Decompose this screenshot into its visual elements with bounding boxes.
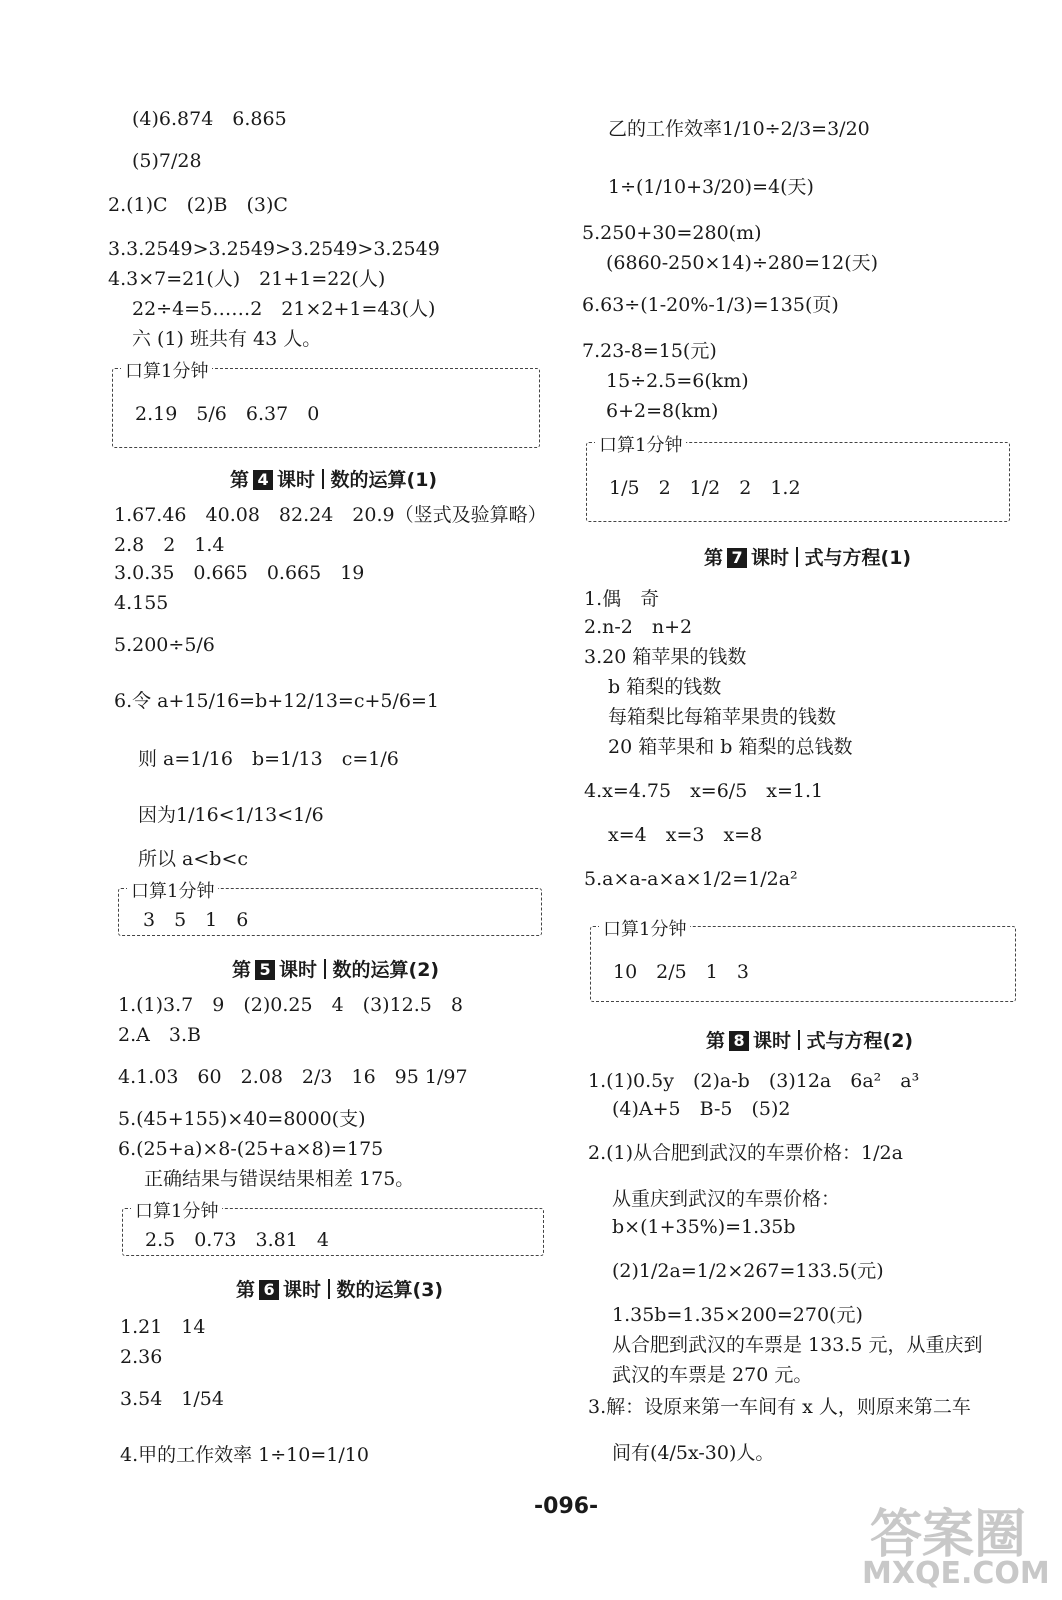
- mental-math-box: [590, 919, 1016, 1002]
- mental-math-box: [586, 435, 1010, 522]
- answer-line: 所以 a<b<c: [138, 848, 249, 870]
- answer-line: 7.23-8=15(元): [582, 340, 717, 362]
- answer-line: 武汉的车票是 270 元。: [612, 1364, 813, 1386]
- box-content: 2.5 0.73 3.81 4: [145, 1229, 329, 1251]
- answer-line: 1.(1)3.7 9 (2)0.25 4 (3)12.5 8: [118, 994, 463, 1016]
- answer-line: (4)A+5 B-5 (5)2: [612, 1098, 791, 1120]
- answer-line: 4.x=4.75 x=6/5 x=1.1: [584, 780, 824, 802]
- divider: [324, 959, 326, 979]
- box-title: 口算1分钟: [127, 877, 218, 903]
- answer-line: 乙的工作效率1/10÷2/3=3/20: [608, 118, 870, 140]
- mental-math-box: [112, 361, 540, 448]
- watermark-url: MXQE.COM: [862, 1556, 1050, 1591]
- section-heading: 第 8 课时 式与方程(2): [706, 1030, 914, 1052]
- answer-line: 正确结果与错误结果相差 175。: [144, 1168, 415, 1190]
- answer-line: 2.(1)从合肥到武汉的车票价格：1/2a: [588, 1142, 903, 1164]
- divider: [322, 469, 324, 489]
- answer-line: 3.54 1/54: [120, 1388, 224, 1410]
- answer-line: 3.解：设原来第一车间有 x 人，则原来第二车: [588, 1396, 971, 1418]
- answer-line: 4.3×7=21(人) 21+1=22(人): [108, 268, 386, 290]
- answer-line: 1÷(1/10+3/20)=4(天): [608, 176, 814, 198]
- lesson-number-badge: 5: [255, 960, 275, 980]
- answer-line: 6+2=8(km): [606, 400, 719, 422]
- box-title: 口算1分钟: [131, 1197, 222, 1223]
- answer-line: 15÷2.5=6(km): [606, 370, 749, 392]
- answer-line: 六 (1) 班共有 43 人。: [132, 328, 322, 350]
- section-heading: 第 5 课时 数的运算(2): [232, 959, 440, 981]
- answer-line: 22÷4=5……2 21×2+1=43(人): [132, 298, 436, 320]
- box-content: 1/5 2 1/2 2 1.2: [609, 477, 801, 499]
- answer-line: 2.n-2 n+2: [584, 616, 693, 638]
- answer-line: x=4 x=3 x=8: [608, 824, 763, 846]
- lesson-number-badge: 4: [253, 470, 273, 490]
- divider: [796, 547, 798, 567]
- answer-line: 4.1.03 60 2.08 2/3 16 95 1/97: [118, 1066, 468, 1088]
- answer-line: 20 箱苹果和 b 箱梨的总钱数: [608, 736, 853, 758]
- answer-line: 5.a×a-a×a×1/2=1/2a²: [584, 868, 798, 890]
- box-content: 3 5 1 6: [143, 909, 249, 931]
- answer-line: 1.67.46 40.08 82.24 20.9（竖式及验算略）: [114, 504, 547, 526]
- box-title: 口算1分钟: [595, 431, 686, 457]
- answer-line: 因为1/16<1/13<1/6: [138, 804, 324, 826]
- answer-line: 间有(4/5x-30)人。: [612, 1442, 775, 1464]
- section-heading: 第 6 课时 数的运算(3): [236, 1279, 444, 1301]
- answer-line: 2.36: [120, 1346, 163, 1368]
- answer-line: 6.63÷(1-20%-1/3)=135(页): [582, 294, 839, 316]
- section-title: 式与方程(2): [806, 1030, 914, 1052]
- section-title: 数的运算(1): [330, 469, 438, 491]
- answer-line: (6860-250×14)÷280=12(天): [606, 252, 879, 274]
- answer-line: 1.35b=1.35×200=270(元): [612, 1304, 863, 1326]
- answer-line: 3.3.2549̇>3.25̇49̇>3.254̇9̇>3.2̇549̇: [108, 238, 440, 260]
- box-title: 口算1分钟: [599, 915, 690, 941]
- answer-line: (4)6.874 6.865: [132, 108, 287, 130]
- box-content: 2.19 5/6 6.37 0: [135, 403, 320, 425]
- answer-line: 每箱梨比每箱苹果贵的钱数: [608, 706, 837, 728]
- answer-line: 6.令 a+15/16=b+12/13=c+5/6=1: [114, 690, 439, 712]
- section-heading: 第 4 课时 数的运算(1): [230, 469, 438, 491]
- section-heading: 第 7 课时 式与方程(1): [704, 547, 912, 569]
- answer-line: b×(1+35%)=1.35b: [612, 1216, 796, 1238]
- lesson-number-badge: 8: [729, 1031, 749, 1051]
- divider: [328, 1279, 330, 1299]
- divider: [798, 1030, 800, 1050]
- watermark-logo: 答案圈: [870, 1505, 1027, 1565]
- answer-line: (5)7/28: [132, 150, 202, 172]
- section-title: 式与方程(1): [804, 547, 912, 569]
- answer-line: 1.21 14: [120, 1316, 206, 1338]
- answer-line: 1.偶 奇: [584, 588, 660, 610]
- answer-line: 2.8 2 1.4: [114, 534, 225, 556]
- answer-line: 4.155: [114, 592, 169, 614]
- answer-line: 2.A 3.B: [118, 1024, 201, 1046]
- box-title: 口算1分钟: [121, 357, 212, 383]
- answer-line: 则 a=1/16 b=1/13 c=1/6: [138, 748, 399, 770]
- answer-line: 5.200÷5/6: [114, 634, 215, 656]
- answer-line: 3.0.35 0.665 0.665 19: [114, 562, 365, 584]
- answer-line: 1.(1)0.5y (2)a-b (3)12a 6a² a³: [588, 1070, 920, 1092]
- lesson-number-badge: 7: [727, 548, 747, 568]
- answer-line: 5.250+30=280(m): [582, 222, 762, 244]
- answer-line: b 箱梨的钱数: [608, 676, 722, 698]
- answer-line: 3.20 箱苹果的钱数: [584, 646, 747, 668]
- section-title: 数的运算(3): [336, 1279, 444, 1301]
- section-title: 数的运算(2): [332, 959, 440, 981]
- answer-line: (2)1/2a=1/2×267=133.5(元): [612, 1260, 884, 1282]
- page-number: -096-: [534, 1494, 599, 1519]
- answer-line: 4.甲的工作效率 1÷10=1/10: [120, 1444, 369, 1466]
- answer-line: 2.(1)C (2)B (3)C: [108, 194, 288, 216]
- answer-line: 6.(25+a)×8-(25+a×8)=175: [118, 1138, 384, 1160]
- answer-line: 5.(45+155)×40=8000(支): [118, 1108, 366, 1130]
- lesson-number-badge: 6: [259, 1280, 279, 1300]
- answer-line: 从重庆到武汉的车票价格：: [612, 1188, 841, 1210]
- box-content: 10 2/5 1 3: [613, 961, 749, 983]
- mental-math-box: [122, 1201, 544, 1256]
- mental-math-box: [118, 881, 542, 936]
- answer-line: 从合肥到武汉的车票是 133.5 元，从重庆到: [612, 1334, 983, 1356]
